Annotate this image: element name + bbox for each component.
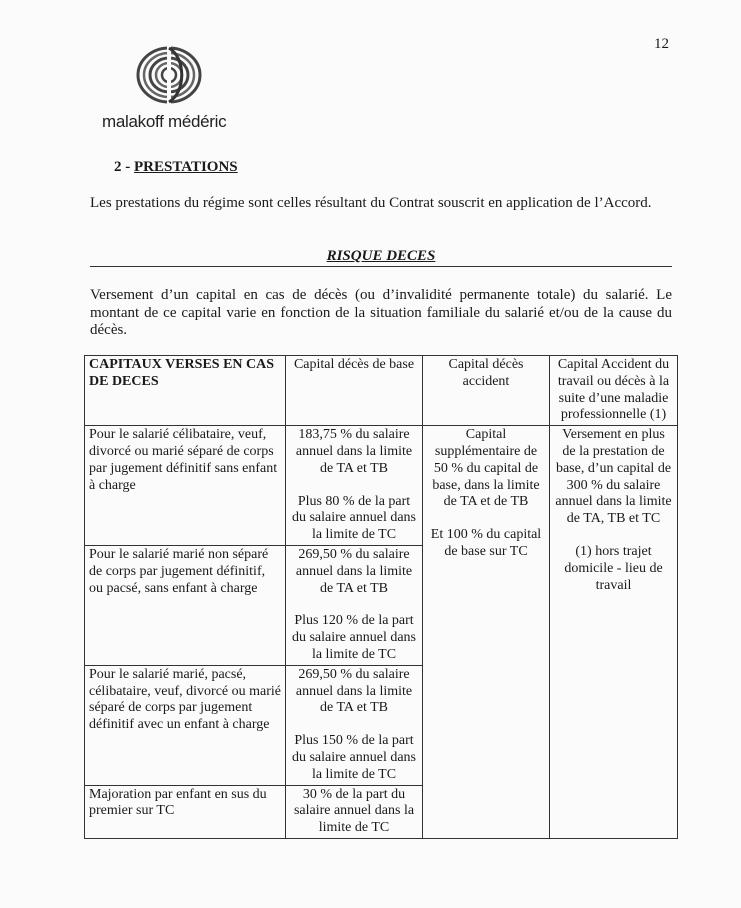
- base-capital-cell: [286, 785, 423, 838]
- section-heading: [114, 159, 238, 176]
- header-cell: CAPITAUX VERSES EN CAS DE DECES: [85, 356, 286, 426]
- divider: [90, 266, 672, 267]
- section-number: 2 -: [114, 159, 131, 175]
- row-label: Pour le salarié marié non séparé de corps par jugement définitif, ou pacsé, sans enfant à charge: [85, 545, 286, 665]
- cell-text: 30 % de la part du salaire annuel dans la limite de TC: [293, 786, 415, 836]
- intro-paragraph: Les prestations du régime sont celles résultant du Contrat souscrit en application de l’Accord.: [90, 195, 652, 211]
- accident-capital-cell: [423, 426, 550, 839]
- description-paragraph: Versement d’un capital en cas de décès (ou d’invalidité permanente totale) du salarié. Le montant de ce capital varie en fonction de la situation familiale du salarié et/ou de la cause du décès.: [90, 287, 672, 338]
- cell-text: 269,50 % du salaire annuel dans la limite de TA et TB: [295, 666, 413, 716]
- row-label: Pour le salarié marié, pacsé, célibataire, veuf, divorcé ou marié séparé de corps par jugement définitif avec un enfant à charge: [85, 665, 286, 785]
- cell-text: Plus 80 % de la part du salaire annuel dans la limite de TC: [291, 493, 416, 543]
- row-label: Majoration par enfant en sus du premier sur TC: [85, 785, 286, 838]
- cell-text: 183,75 % du salaire annuel dans la limite de TA et TB: [295, 427, 413, 476]
- cell-text: Plus 150 % de la part du salaire annuel dans la limite de TC: [291, 733, 416, 782]
- cell-text: Et 100 % du capital de base sur TC: [430, 527, 542, 559]
- row-label: Pour le salarié célibataire, veuf, divorcé ou marié séparé de corps par jugement définitif sans enfant à charge: [85, 426, 286, 546]
- page-number: 12: [654, 36, 669, 52]
- base-capital-cell: [286, 426, 423, 546]
- cell-text: 269,50 % du salaire annuel dans la limite de TA et TB: [295, 546, 413, 596]
- footnote-text: (1) hors trajet domicile - lieu de travail: [564, 543, 663, 593]
- cell-text: Capital supplémentaire de 50 % du capital de base, dans la limite de TA et de TB: [432, 427, 540, 510]
- base-capital-cell: [286, 545, 423, 665]
- work-accident-cell: [550, 426, 678, 839]
- brand-name: malakoff médéric: [102, 112, 227, 131]
- header-cell: Capital décès accident: [423, 356, 550, 426]
- header-cell: Capital Accident du travail ou décès à la suite d’une maladie professionnelle (1): [550, 356, 678, 426]
- table-row: [85, 426, 678, 546]
- risk-title: RISQUE DECES: [326, 248, 436, 264]
- table-header-row: [85, 356, 678, 426]
- benefits-table: [84, 355, 678, 839]
- logo-icon: [134, 44, 204, 106]
- company-logo: [96, 44, 246, 144]
- base-capital-cell: [286, 665, 423, 785]
- section-title: PRESTATIONS: [134, 159, 238, 175]
- header-cell: Capital décès de base: [286, 356, 423, 426]
- cell-text: Plus 120 % de la part du salaire annuel dans la limite de TC: [291, 613, 416, 662]
- cell-text: Versement en plus de la prestation de base, d’un capital de 300 % du salaire annuel dans la limite de TA, TB et TC: [555, 427, 672, 527]
